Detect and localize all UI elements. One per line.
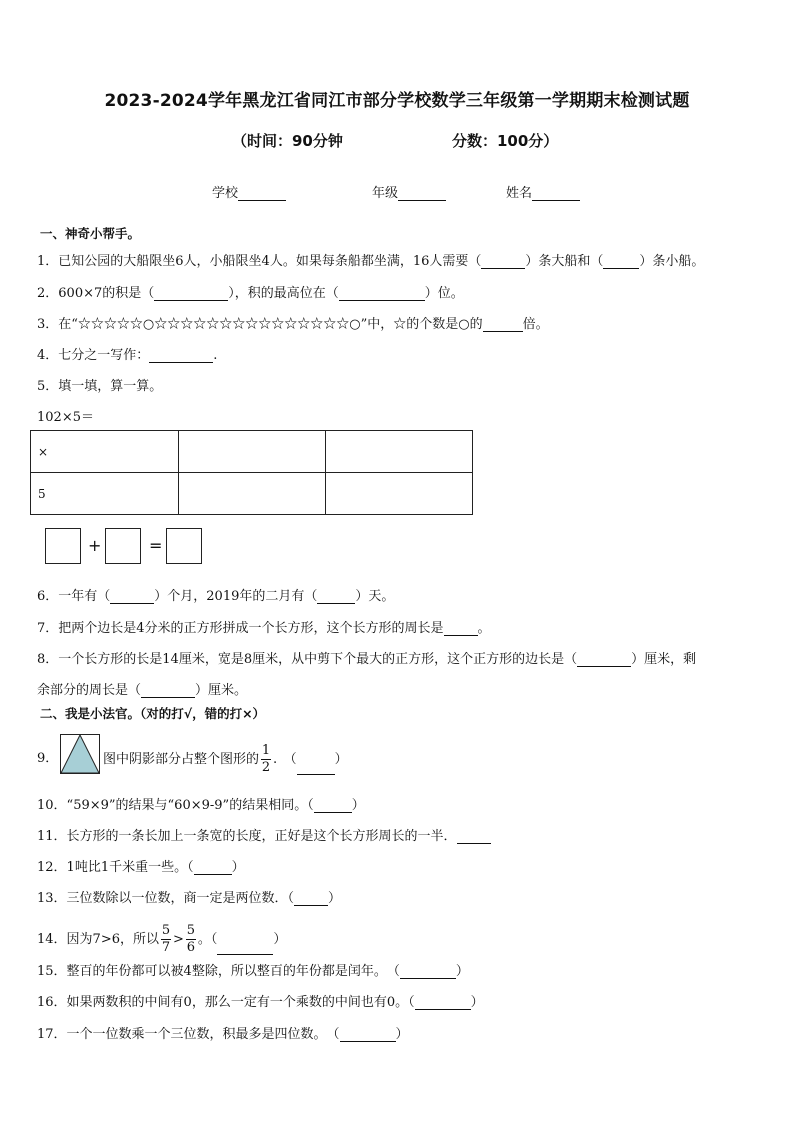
grid-cell[interactable] <box>325 473 472 515</box>
answer-blank[interactable] <box>415 997 471 1010</box>
school-field[interactable]: 学校 <box>212 182 286 201</box>
answer-blank[interactable] <box>577 654 631 667</box>
name-field[interactable]: 姓名 <box>506 182 580 201</box>
question-8: 8．一个长方形的长是14厘米，宽是8厘米，从中剪下个最大的正方形，这个正方形的边长是（ ）厘米，剩 <box>37 652 697 667</box>
calc-expression: 102×5＝ <box>37 410 94 425</box>
answer-blank[interactable] <box>314 800 352 813</box>
question-5: 5．填一填，算一算。 <box>37 379 163 394</box>
answer-blank[interactable] <box>340 1029 396 1042</box>
answer-blank[interactable] <box>400 966 456 979</box>
fraction-five-sevenths: $\frac{5}{7}$ <box>161 923 171 955</box>
question-10: 10．“59×9”的结果与“60×9-9”的结果相同。（ ） <box>37 798 365 813</box>
answer-blank[interactable] <box>217 942 273 955</box>
time-label: （时间：90分钟 <box>232 132 343 150</box>
answer-blank[interactable] <box>194 862 232 875</box>
grid-cell[interactable] <box>325 431 472 473</box>
answer-blank[interactable] <box>339 288 425 301</box>
plus-sign: + <box>88 536 102 555</box>
question-4: 4．七分之一写作： . <box>37 348 218 363</box>
answer-blank[interactable] <box>603 256 639 269</box>
question-2: 2．600×7的积是（ ），积的最高位在（ ）位。 <box>37 286 464 301</box>
section-1-heading: 一、神奇小帮手。 <box>40 226 141 241</box>
answer-blank[interactable] <box>141 685 195 698</box>
grid-cell[interactable] <box>178 473 325 515</box>
question-9: 9． 图中阴影部分占整个图形的 $\frac{1}{2}$ . （ ） <box>37 734 764 774</box>
answer-blank[interactable] <box>294 893 328 906</box>
triangle-figure-icon <box>60 734 100 774</box>
answer-blank[interactable] <box>297 762 335 775</box>
answer-box[interactable] <box>105 528 141 564</box>
answer-blank[interactable] <box>317 591 355 604</box>
question-8-continued: 余部分的周长是（ ）厘米。 <box>37 683 248 698</box>
answer-box[interactable] <box>166 528 202 564</box>
grid-cell-times: × <box>31 431 179 473</box>
page-title: 2023-2024学年黑龙江省同江市部分学校数学三年级第一学期期末检测试题 <box>104 91 690 111</box>
fraction-five-sixths: $\frac{5}{6}$ <box>186 923 196 955</box>
answer-box[interactable] <box>45 528 81 564</box>
question-14: 14．因为7>6，所以 $\frac{5}{7}$ > $\frac{5}{6}$ 。（ ） <box>37 923 287 955</box>
question-1: 1．已知公园的大船限坐6人，小船限坐4人。如果每条船都坐满，16人需要（ ）条大船和（ ）条小船。 <box>37 254 705 269</box>
question-16: 16．如果两数积的中间有0，那么一定有一个乘数的中间也有0。（ ） <box>37 995 484 1010</box>
question-6: 6．一年有（ ）个月，2019年的二月有（ ）天。 <box>37 589 395 604</box>
question-11: 11．长方形的一条长加上一条宽的长度，正好是这个长方形周长的一半． <box>37 825 764 844</box>
answer-blank[interactable] <box>154 288 228 301</box>
class-field[interactable]: 年级 <box>372 182 446 201</box>
question-3: 3．在“☆☆☆☆☆○☆☆☆☆☆☆☆☆☆☆☆☆☆☆☆○”中，☆的个数是○的 倍。 <box>37 317 549 332</box>
answer-blank[interactable] <box>110 591 154 604</box>
question-13: 13．三位数除以一位数，商一定是两位数．（ ） <box>37 891 342 906</box>
question-15: 15．整百的年份都可以被4整除，所以整百的年份都是闰年。 （ ） <box>37 964 469 979</box>
question-12: 12．1吨比1千米重一些。（ ） <box>37 860 245 875</box>
answer-blank[interactable] <box>149 350 213 363</box>
question-7: 7．把两个边长是4分米的正方形拼成一个长方形，这个长方形的周长是 。 <box>37 621 491 636</box>
section-2-heading: 二、我是小法官。（对的打√，错的打×） <box>40 706 266 721</box>
answer-blank[interactable] <box>457 831 491 844</box>
grid-cell-multiplier: 5 <box>31 473 179 515</box>
multiplication-grid <box>30 430 473 515</box>
score-label: 分数：100分） <box>452 132 559 150</box>
answer-blank[interactable] <box>483 319 523 332</box>
answer-blank[interactable] <box>481 256 525 269</box>
equals-sign: = <box>149 536 163 555</box>
answer-blank[interactable] <box>444 623 478 636</box>
grid-cell[interactable] <box>178 431 325 473</box>
fraction-one-half: $\frac{1}{2}$ <box>261 743 271 775</box>
question-17: 17．一个一位数乘一个三位数，积最多是四位数。 （ ） <box>37 1027 409 1042</box>
